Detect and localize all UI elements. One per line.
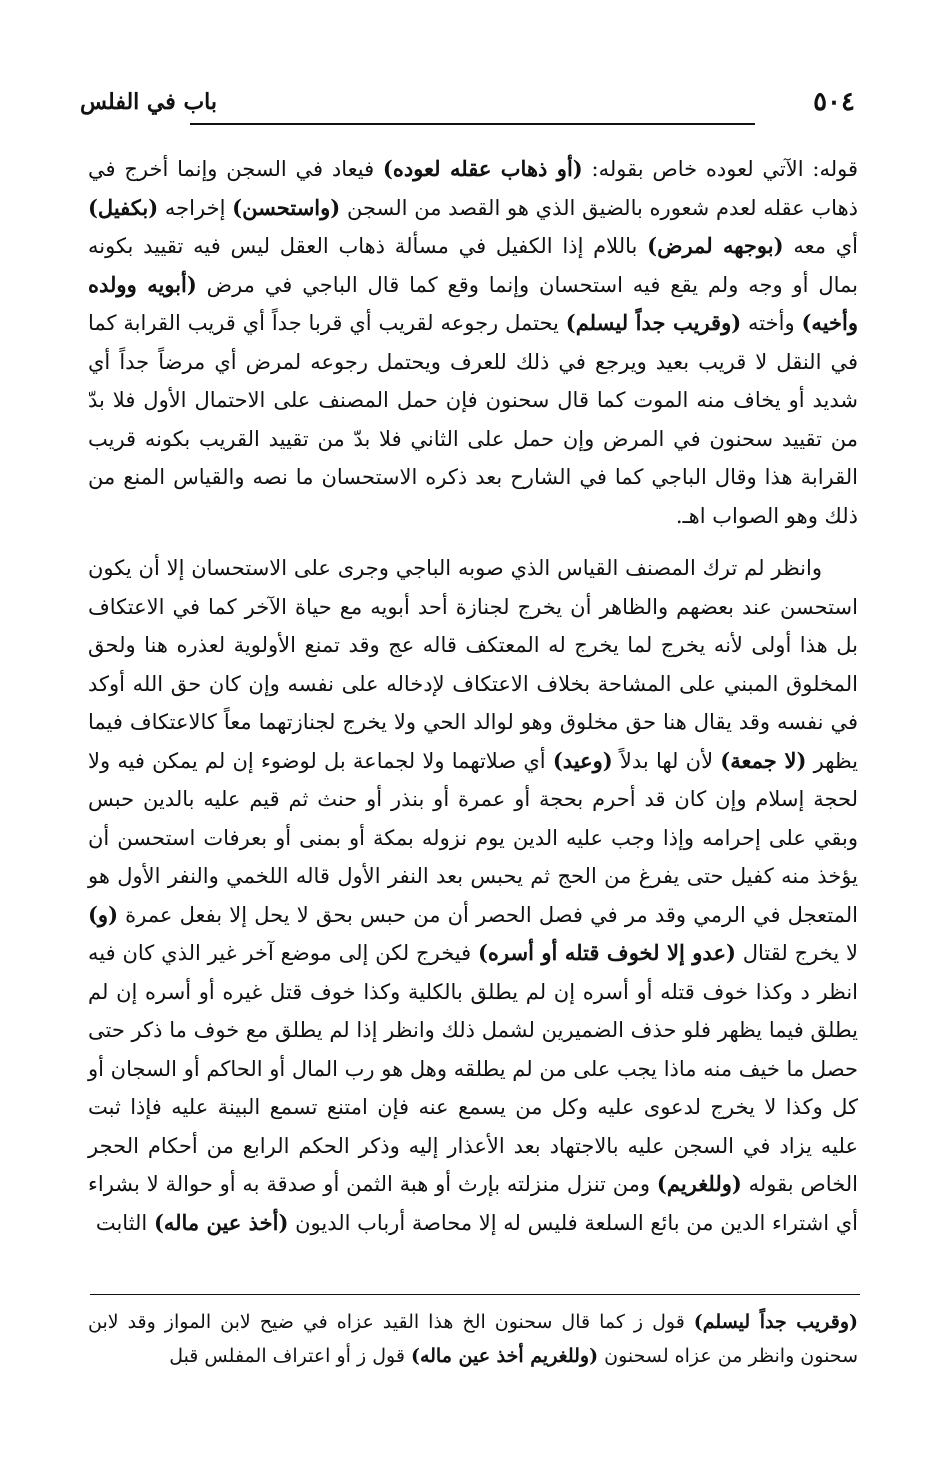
text-run: فيعاد في السجن وإنما أخرج في ذهاب عقله لعدم شعوره بالضيق الذي هو القصد من السجن — [88, 157, 859, 220]
page-number: ٥٠٤ — [813, 87, 855, 117]
footnote — [88, 1305, 858, 1373]
bold-lemma: (وقريب جداً ليسلم) — [565, 310, 742, 335]
paragraph-1 — [88, 150, 858, 535]
bold-lemma: (أخذ عين ماله) — [153, 1209, 289, 1235]
bold-lemma: (وللغريم) — [656, 1171, 742, 1196]
header-rule — [190, 123, 755, 125]
text-run: لأن لها بدلاً — [612, 748, 721, 773]
text-run: وانظر لم ترك المصنف القياس الذي صوبه الباجي وجرى على الاستحسان إلا أن يكون استحسن عند بعضهم والظاهر أن يخرج لجنازة أحد أبويه مع حياة الآخر كما في الاعتكاف بل هذا أولى لأنه يخرج لما يخرج له المعتكف قاله عج وقد تمنع الأولوية لعذره هنا ولحق المخلوق المبني على المشاحة بخلاف الاعتكاف لإدخاله على نفسه وإن كان حق الله أوكد في نفسه وقد يقال هنا حق مخلوق وهو لوالد الحي ولا يخرج لجنازتهما معاً كالاعتكاف فيما يظهر — [88, 556, 859, 773]
bold-lemma: (وللغريم أخذ عين ماله) — [410, 1345, 599, 1367]
paragraph-2 — [88, 549, 858, 1242]
footnote-rule — [90, 1294, 860, 1295]
bold-lemma: (بوجهه لمرض) — [647, 233, 784, 258]
main-text — [88, 150, 858, 1242]
text-run: إخراجه — [158, 195, 233, 220]
bold-lemma: (و) — [88, 901, 119, 927]
page-header — [80, 85, 855, 125]
text-run: فيخرج لكن إلى موضع آخر غير الذي كان فيه انظر د وكذا خوف قتله أو أسره إن لم يطلق بالكلية وكذا خوف قتل غيره أو أسره إن لم يطلق فيما يظهر فلو حذف الضميرين لشمل ذلك وانظر إذا لم يطلق مع خوف ما ذكر حتى حصل ما خيف منه ماذا يجب على من لم يطلقه وهل هو رب المال أو الحاكم أو السجان أو كل وكذا لا يخرج لدعوى عليه وكل من يسمع عنه فإن امتنع تسمع البينة عليه فإذا ثبت عليه يزاد في السجن عليه بالاجتهاد بعد الأعذار إليه وذكر الحكم الرابع من أحكام الحجر الخاص بقوله — [88, 941, 858, 1196]
bold-lemma: (عدو إلا لخوف قتله أو أسره) — [477, 940, 736, 965]
bold-lemma: (وقريب جداً ليسلم) — [693, 1311, 858, 1333]
bold-lemma: (أو ذهاب عقله لعوده) — [382, 156, 583, 181]
bold-lemma: (لا جمعة) — [720, 747, 807, 773]
text-run: قول ز أو اعتراف المفلس قبل — [169, 1345, 411, 1367]
bold-lemma: (وعيد) — [552, 747, 613, 773]
text-run: أي معه — [783, 234, 858, 258]
text-run: الثابت — [95, 1210, 154, 1235]
text-run: وأخته — [741, 311, 802, 335]
bold-lemma: (بكفيل) — [88, 194, 159, 220]
text-run: باللام إذا الكفيل في مسألة ذهاب العقل ليس فيه تقييد بكونه بمال أو وجه ولم يقع فيه استحسان وإنما وقع كما قال الباجي في مرض — [88, 234, 858, 297]
text-run: يحتمل رجوعه لقريب أي قربا جداً أي قريب القرابة كما في النقل لا قريب بعيد ويرجع في ذلك للعرف ويحتمل رجوعه لمرض أي مرضاً جداً أي شديد أو يخاف منه الموت كما قال سحنون فإن حمل المصنف على الاحتمال الأول فلا بدّ من تقييد سحنون في المرض وإن حمل على الثاني فلا بدّ من تقييد القريب بكونه قريب القرابة هذا وقال الباجي كما في الشارح بعد ذكره الاستحسان ما نصه والقياس المنع من ذلك وهو الصواب اهـ. — [88, 311, 858, 528]
text-run: قوله: الآتي لعوده خاص بقوله: — [582, 157, 858, 181]
text-run: أي صلاتهما ولا لجماعة بل لوضوء إن لم يمكن فيه ولا لحجة إسلام وإن كان قد أحرم بحجة أو عمرة أو بنذر أو حنث ثم قيم عليه بالدين حبس وبقي على إحرامه وإذا وجب عليه الدين يوم نزوله بمكة أو بمنى أو بعرفات استحسن أن يؤخذ منه كفيل حتى يفرغ من الحج ثم يحبس بعد النفر الأول قاله اللخمي والنفر الأول هو المتعجل في الرمي وقد مر في فصل الحصر أن من حبس بحق لا يحل إلا بفعل عمرة — [88, 748, 858, 927]
bold-lemma: (أبويه وولده وأخيه) — [88, 271, 858, 335]
running-title: باب في الفلس — [80, 89, 217, 115]
bold-lemma: (واستحسن) — [232, 194, 341, 220]
text-run: ومن تنزل منزلته بإرث أو هبة الثمن أو صدقة به أو حوالة لا بشراء أي اشتراء الدين من بائع السلعة فليس له إلا محاصة أرباب الديون — [88, 1172, 858, 1235]
text-run: قول ز كما قال سحنون الخ هذا القيد عزاه في ضيح لابن المواز وقد لابن سحنون وانظر من عزاه لسحنون — [88, 1311, 858, 1367]
text-run: لا يخرج لقتال — [735, 941, 858, 965]
